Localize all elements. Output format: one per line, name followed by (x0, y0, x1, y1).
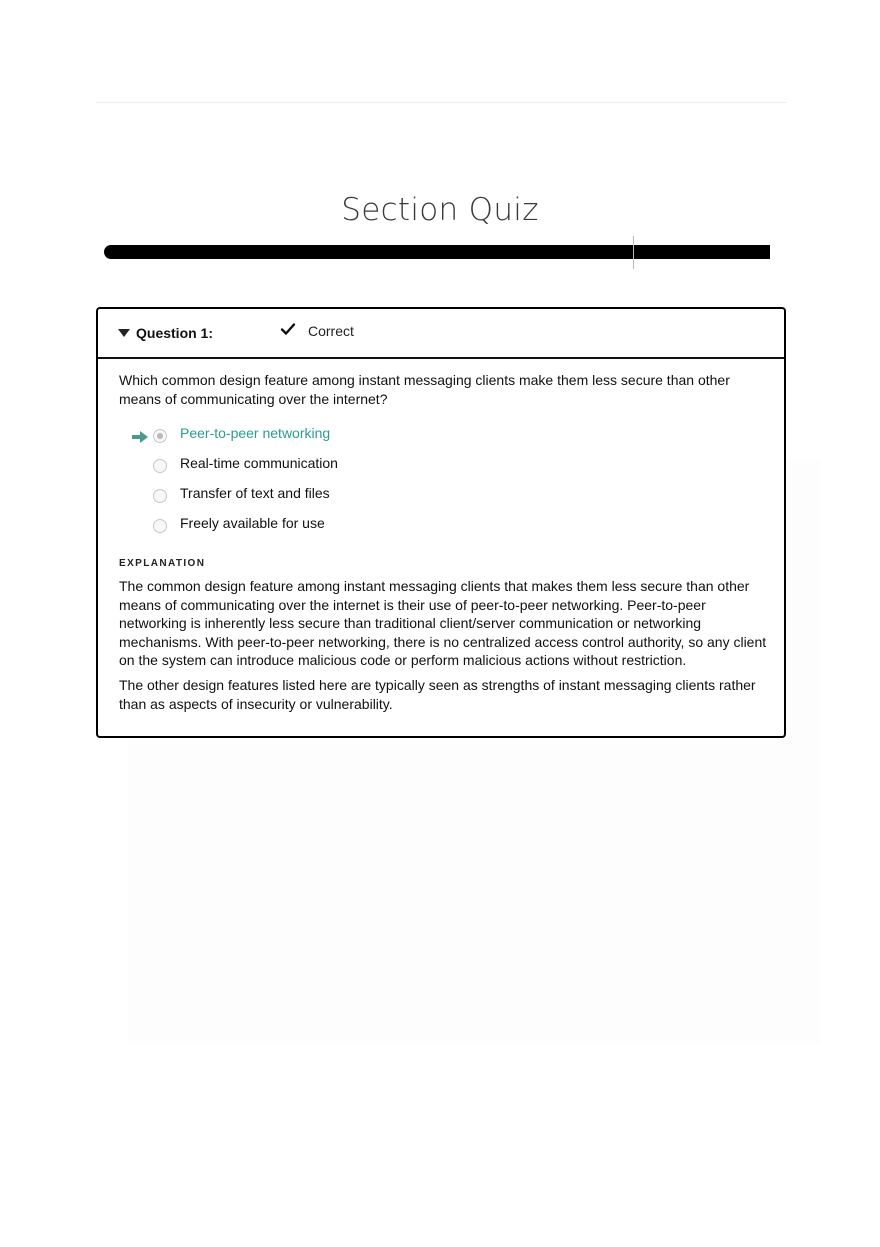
status-label: Correct (308, 323, 354, 339)
answer-option-2[interactable] (98, 455, 698, 477)
question-card (96, 307, 786, 738)
collapse-caret-icon[interactable] (118, 329, 130, 337)
answer-option-1[interactable] (98, 425, 698, 447)
answer-option-4[interactable] (98, 515, 698, 537)
option-label: Peer-to-peer networking (180, 425, 331, 441)
explanation-paragraph: The other design features listed here are typically seen as strengths of instant messaging clients rather than as aspects of insecurity or vulnerability. (119, 677, 756, 712)
question-text: Which common design feature among instant messaging clients make them less secure than other means of communicating over the internet? (119, 372, 730, 407)
radio-button[interactable] (153, 489, 167, 503)
top-divider (96, 102, 786, 103)
radio-button[interactable] (153, 519, 167, 533)
explanation-heading: EXPLANATION (119, 558, 206, 569)
option-label: Freely available for use (180, 515, 325, 531)
checkmark-icon (280, 321, 296, 337)
option-label: Real-time communication (180, 455, 338, 471)
question-number: Question 1: (136, 325, 214, 341)
radio-button[interactable] (153, 429, 167, 443)
progress-marker (633, 236, 634, 269)
right-arrow-icon (132, 431, 148, 443)
question-header[interactable] (98, 309, 784, 359)
page-title: Section Quiz (341, 192, 539, 228)
radio-button[interactable] (153, 459, 167, 473)
explanation-paragraph: The common design feature among instant messaging clients that makes them less secure than other means of communicating over the internet is their use of peer-to-peer networking. Peer-to-peer networking is inherently less secure than traditional client/server communication or networking mechanisms. With peer-to-peer networking, there is no centralized access control authority, so any client on the system can introduce malicious code or perform malicious actions without restriction. (119, 578, 767, 669)
progress-bar (104, 245, 770, 259)
answer-option-3[interactable] (98, 485, 698, 507)
option-label: Transfer of text and files (180, 485, 330, 501)
